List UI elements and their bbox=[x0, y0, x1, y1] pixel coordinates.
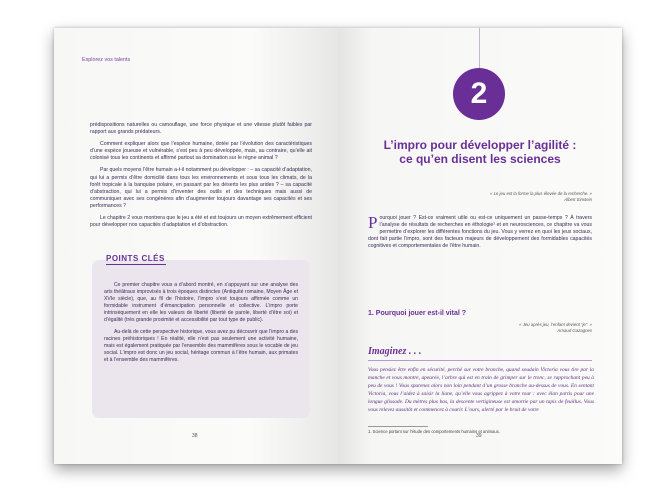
handwritten-story: Vous pensiez être enfin en sécurité, perché sur votre branche, quand soudain Victoria vous tire par la manche et vous montre, apeurée, l’arbre qui est en train de grimper sur le tronc, se rapprochant peu à peu de vous ! Vous spurenez alors non loin pendant d’un grosse branche au-dessus de vous. En sentant Victoria, vous l’aidez à saisir la liane, qu’elle vous agrippez à votre tour : avec élan partis pour une longue glissade. Du mètres plus bas, la descente vertigineuse est amortie par un tapis de feuillus. Vous vous relevez aussitôt et commencez à courir. L’ours, alerté par le bruit de votre bbox=[368, 367, 594, 413]
intro-paragraph bbox=[368, 215, 592, 250]
body-text-left bbox=[90, 122, 312, 234]
intro-text: ourquoi jouer ? Est-ce vraiment utile ou est-ce uniquement un passe-temps ? À travers l’analyse de résultats de recherches en éthologie¹ et en neurosciences, ce chapitre va vous permettre d’explorer les différentes fonctions du jeu. Vous y verrez en quoi les jeux sociaux, dont fait partie l’impro, sont des facteurs majeurs de développement des formidables capacités cognitives et comportementales de l’être humain. bbox=[368, 215, 592, 249]
paragraph: Par quels moyens l’être humain a-t-il notamment pu développer : – sa capacité d’adaptation, qui lui a permis d’être domicilié dans tous les environnements et sous tous les climats, de la forêt tropicale à la banquise polaire, en passant par les déserts les plus arides ? – sa capacité d’abstraction, qui lui a permis d’inventer des outils et des techniques mais aussi de communiquer avec ses congénères afin d’augmenter toujours davantage ses capacités et ses performances ? bbox=[90, 167, 312, 209]
open-book bbox=[54, 28, 622, 464]
paragraph: prédispositions naturelles ou camouflage, une force physique et une vitesse plutôt faibles par rapport aux grands prédateurs. bbox=[90, 122, 312, 136]
page-number-left: 38 bbox=[192, 433, 198, 439]
chapter-number-badge: 2 bbox=[453, 68, 505, 120]
imaginez-underline bbox=[368, 360, 592, 361]
key-points-box bbox=[92, 254, 310, 418]
epigraph-author: Albert Einstein bbox=[564, 197, 592, 202]
right-page bbox=[338, 28, 622, 464]
footnote-rule bbox=[368, 426, 428, 427]
key-points-body bbox=[104, 282, 298, 370]
paragraph: Comment expliquer alors que l’espèce humaine, dotée par l’évolution des caractéristiques d’une espèce joueuse et vulnérable, s’est peu à peu développée, mais, au contraire, qu’elle ait colonisé tous les continents et affirmé partout sa domination sur le règne animal ? bbox=[90, 141, 312, 162]
drop-cap: P bbox=[368, 213, 378, 232]
key-points-title bbox=[106, 254, 165, 263]
chapter-title-line: L’impro pour développer l’agilité : bbox=[383, 138, 577, 152]
chapter-title-line: ce qu’en disent les sciences bbox=[399, 152, 561, 166]
page-number-right: 39 bbox=[476, 433, 482, 439]
left-page bbox=[54, 28, 338, 464]
section-title: 1. Pourquoi jouer est-il vital ? bbox=[368, 310, 467, 317]
key-points-title-text: POINTS CLÉS bbox=[106, 254, 165, 263]
running-head: Explorez vos talents bbox=[82, 57, 131, 63]
paragraph: Le chapitre 2 vous montrera que le jeu a été et est toujours un moyen extrêmement efficient pour développer nos capacités d’adaptation et d’obstraction. bbox=[90, 215, 312, 229]
chapter-title bbox=[358, 138, 602, 166]
title-underline bbox=[106, 264, 166, 265]
chapter-hang-line bbox=[479, 28, 480, 68]
footnote: 1. Science portant sur l’étude des comportements humains et animaux. bbox=[368, 429, 500, 434]
epigraph-author: Arnaud Gazagnes bbox=[557, 328, 592, 333]
paragraph: Ce premier chapitre vous a d’abord montré, en s’appuyant sur une analyse des arts théâtraux improvisés à trois époques distinctes (Antiquité romaine, Moyen Âge et XVIe siècle), que, au fil de l’histoire, l’impro s’est toujours affirmée comme un formidable instrument d’émancipation personnelle et collective. L’impro porte intrinsèquement en elle les valeurs de liberté (liberté de parole, liberté d’être soi) et d’égalité (très grande proximité et accessibilité par tout type de public). bbox=[104, 282, 298, 323]
epigraph-quote: « Le jeu est la forme la plus élevée de la recherche. » bbox=[490, 191, 592, 196]
epigraph-quote: « Jeu après jeu, l’enfant devient “je”. » bbox=[519, 322, 592, 327]
epigraph bbox=[392, 191, 592, 203]
epigraph bbox=[392, 322, 592, 334]
paragraph: Au-delà de cette perspective historique, vous avez pu découvrir que l’impro a des racines préhistoriques ! En réalité, elle n’est pas seulement une activité humaine, mais est également pratiquée par l’ensemble des mammifères sous le vocable de jeu social. L’impro est donc un jeu social, héritage commun à l’être humain, aux primates et à l’ensemble des mammifères. bbox=[104, 329, 298, 364]
imaginez-heading: Imaginez . . . bbox=[368, 346, 422, 357]
